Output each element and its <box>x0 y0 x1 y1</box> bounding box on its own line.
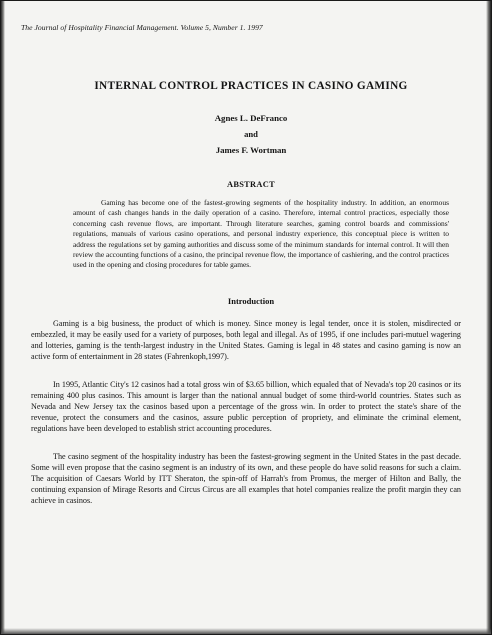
author-second: James F. Wortman <box>215 145 287 155</box>
introduction-paragraph-1: Gaming is a big business, the product of which is money. Since money is legal tender, once it is stolen, misdirected or embezzled, it may be easily used for a variety of purposes, both legal and illegal. As of 1995, if one includes pari-mutuel wagering and lotteries, gaming is the tenth-largest industry in the United States. Gaming is legal in 48 states and casino gaming is now an active form of entertainment in 28 states (Fahrenkoph,1997). <box>31 318 461 362</box>
introduction-paragraph-3: The casino segment of the hospitality industry has been the fastest-growing segment in the United States in the past decade. Some will even propose that the casino segment is an industry of its own, and these people do have solid reasons for such a claim. The acquisition of Caesars World by ITT Sheraton, the spin-off of Harrah's from Promus, the merger of Hilton and Bally, the continuing expansion of Mirage Resorts and Circus Circus are all examples that hotel companies realize the profit margin they can achieve in casinos. <box>31 451 461 506</box>
introduction-heading: Introduction <box>227 295 275 306</box>
paper-title: INTERNAL CONTROL PRACTICES IN CASINO GAMING <box>94 80 408 92</box>
page-edge-shadow-right <box>486 1 491 634</box>
author-block <box>41 110 461 158</box>
abstract-heading: ABSTRACT <box>226 180 275 189</box>
introduction-paragraph-2: In 1995, Atlantic City's 12 casinos had a total gross win of $3.65 billion, which equaled that of Nevada's top 20 casinos or its remaining 400 plus casinos. This amount is larger than the national annual budget of some third-world countries. States such as Nevada and New Jersey tax the casinos based upon a percentage of the gross win. In order to protect the state's share of the revenue, protect the consumers and the casinos, assure public perception of propriety, and eliminate the criminal element, regulations have been developed to establish strict accounting procedures. <box>31 379 461 434</box>
author-conjunction: and <box>244 129 258 139</box>
page-edge-shadow-bottom <box>1 628 491 634</box>
page-content <box>21 23 461 523</box>
author-first: Agnes L. DeFranco <box>214 113 288 123</box>
abstract-text: Gaming has become one of the fastest-growing segments of the hospitality industry. In addition, an enormous amount of cash changes hands in the daily operation of a casino. Therefore, internal control practices, especially those concerning cash revenue flows, are important. Through literature searches, gaming control boards and commissions' regulations, manuals of various casino operations, and personal industry experience, this conceptual piece is written to address the regulations set by gaming authorities and discuss some of the minimum standards for internal control. It will then review the accounting functions of a casino, the principal revenue flow, the importance of cashiering, and the control practices used in the opening and closing procedures for table games. <box>73 198 449 270</box>
journal-header: The Journal of Hospitality Financial Management. Volume 5, Number 1. 1997 <box>21 23 263 32</box>
page-edge-shadow-left <box>1 1 5 634</box>
